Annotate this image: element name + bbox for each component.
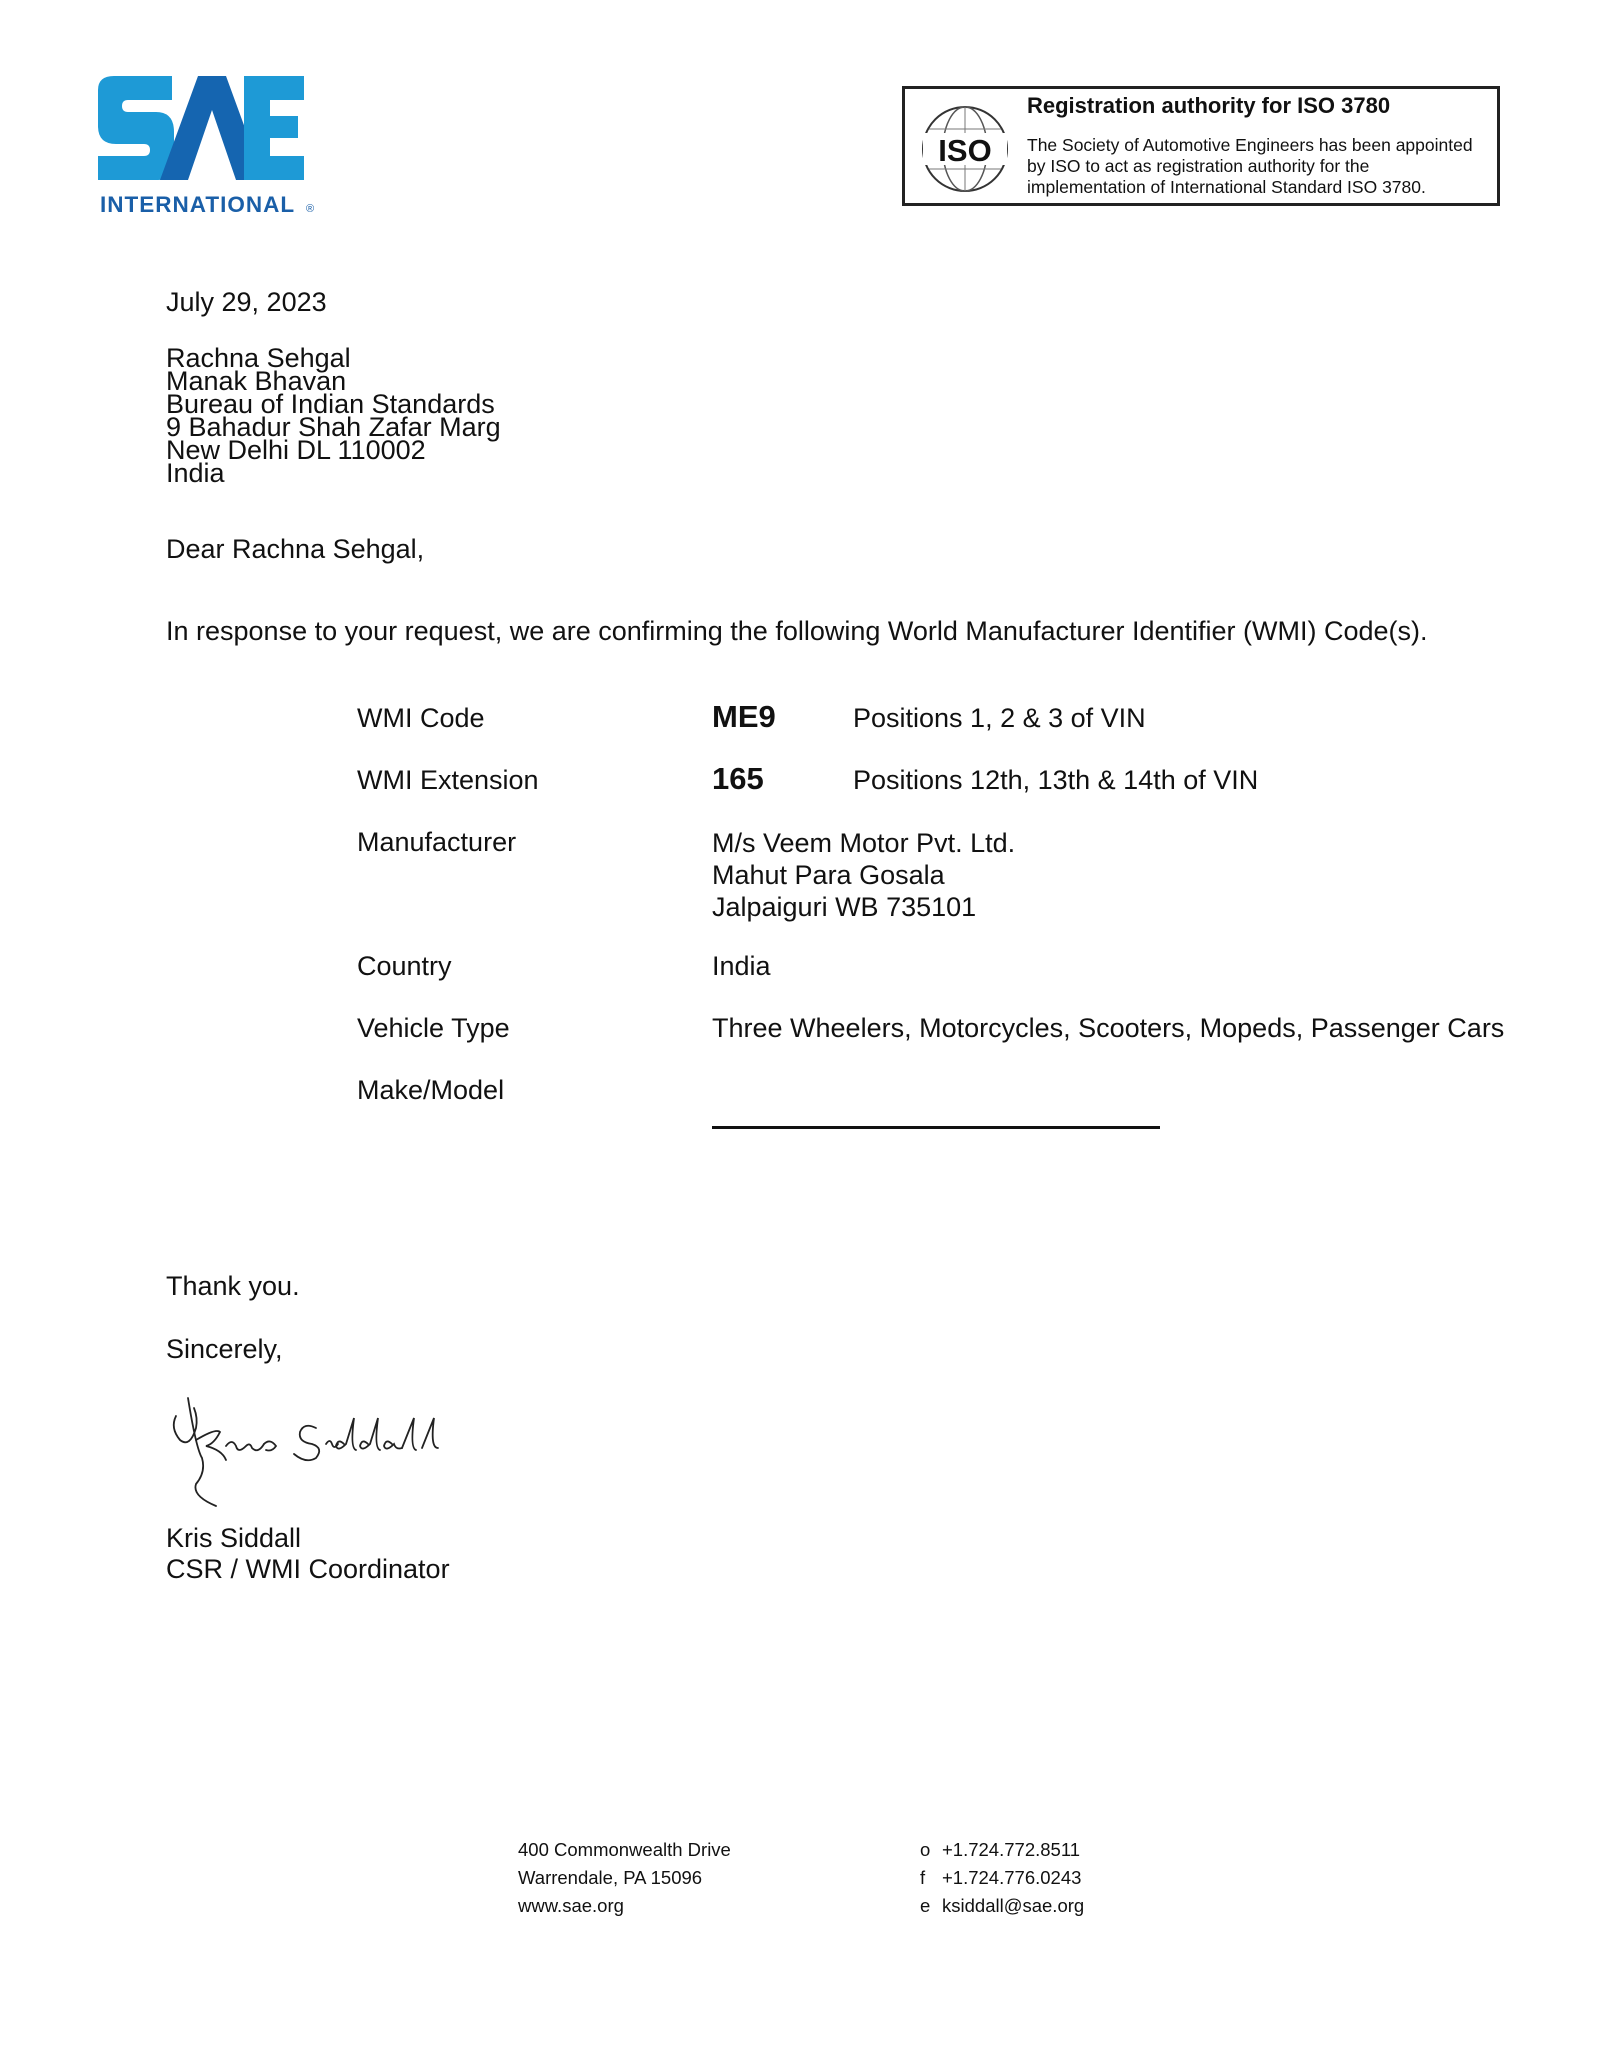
footer-contact-prefixes	[920, 1836, 930, 1920]
sae-international-logo	[94, 76, 324, 218]
footer-contacts	[942, 1836, 1084, 1920]
footer-address	[518, 1836, 731, 1920]
iso-box-title: Registration authority for ISO 3780	[1027, 93, 1391, 118]
registered-mark: ®	[306, 203, 315, 215]
manufacturer-name: M/s Veem Motor Pvt. Ltd.	[712, 828, 1016, 858]
wmi-extension-label: WMI Extension	[357, 765, 539, 795]
recipient-address	[166, 343, 501, 488]
footer-email-link[interactable]: ksiddall@sae.org	[942, 1895, 1085, 1916]
recipient-line: Bureau of Indian Standards	[166, 389, 495, 419]
signer-title: CSR / WMI Coordinator	[166, 1554, 450, 1584]
intro-paragraph: In response to your request, we are confirming the following World Manufacturer Identifier (WMI) Code(s).	[166, 616, 1428, 646]
vehicle-type-label: Vehicle Type	[357, 1013, 510, 1043]
country-label: Country	[357, 951, 452, 981]
manufacturer-value	[712, 827, 1015, 923]
make-model-label: Make/Model	[357, 1075, 505, 1105]
manufacturer-address-line: Mahut Para Gosala	[712, 860, 945, 890]
iso-registration-box	[902, 86, 1500, 206]
make-model-blank-line	[712, 1126, 1160, 1129]
fax-number: +1.724.776.0243	[942, 1867, 1082, 1888]
footer-address-line: Warrendale, PA 15096	[518, 1867, 703, 1888]
office-phone: +1.724.772.8511	[942, 1839, 1081, 1860]
vehicle-type-value: Three Wheelers, Motorcycles, Scooters, Mopeds, Passenger Cars	[712, 1013, 1505, 1043]
footer-address-line: 400 Commonwealth Drive	[518, 1839, 731, 1860]
recipient-name: Rachna Sehgal	[166, 343, 351, 373]
iso-box-description: The Society of Automotive Engineers has been appointed by ISO to act as registration authority for the implementation of International Standard ISO 3780.	[1027, 135, 1473, 197]
office-prefix: o	[920, 1839, 931, 1860]
thanks-text: Thank you.	[166, 1271, 300, 1301]
signer-name: Kris Siddall	[166, 1523, 302, 1553]
wmi-extension-value: 165	[712, 761, 764, 796]
country-value: India	[712, 951, 771, 981]
wmi-extension-positions: Positions 12th, 13th & 14th of VIN	[853, 765, 1259, 795]
manufacturer-label: Manufacturer	[357, 827, 517, 857]
recipient-line: New Delhi DL 110002	[166, 435, 426, 465]
handwritten-signature	[166, 1388, 486, 1518]
sae-logo-mark	[94, 76, 324, 218]
recipient-line: 9 Bahadur Shah Zafar Marg	[166, 412, 501, 442]
letter-date: July 29, 2023	[166, 287, 327, 317]
recipient-line: Manak Bhavan	[166, 366, 347, 396]
iso-logo-text: ISO	[938, 133, 992, 168]
sign-off: Sincerely,	[166, 1334, 283, 1364]
fax-prefix: f	[920, 1867, 926, 1888]
salutation: Dear Rachna Sehgal,	[166, 534, 425, 564]
sae-logo-subtitle: INTERNATIONAL	[100, 192, 296, 217]
wmi-code-positions: Positions 1, 2 & 3 of VIN	[853, 703, 1146, 733]
email-prefix: e	[920, 1895, 931, 1916]
recipient-line: India	[166, 458, 225, 488]
signer-block	[166, 1523, 450, 1585]
wmi-code-value: ME9	[712, 699, 776, 734]
wmi-code-label: WMI Code	[357, 703, 485, 733]
footer-website-link[interactable]: www.sae.org	[518, 1895, 624, 1916]
manufacturer-address-line: Jalpaiguri WB 735101	[712, 892, 977, 922]
iso-globe-icon	[917, 103, 1013, 195]
